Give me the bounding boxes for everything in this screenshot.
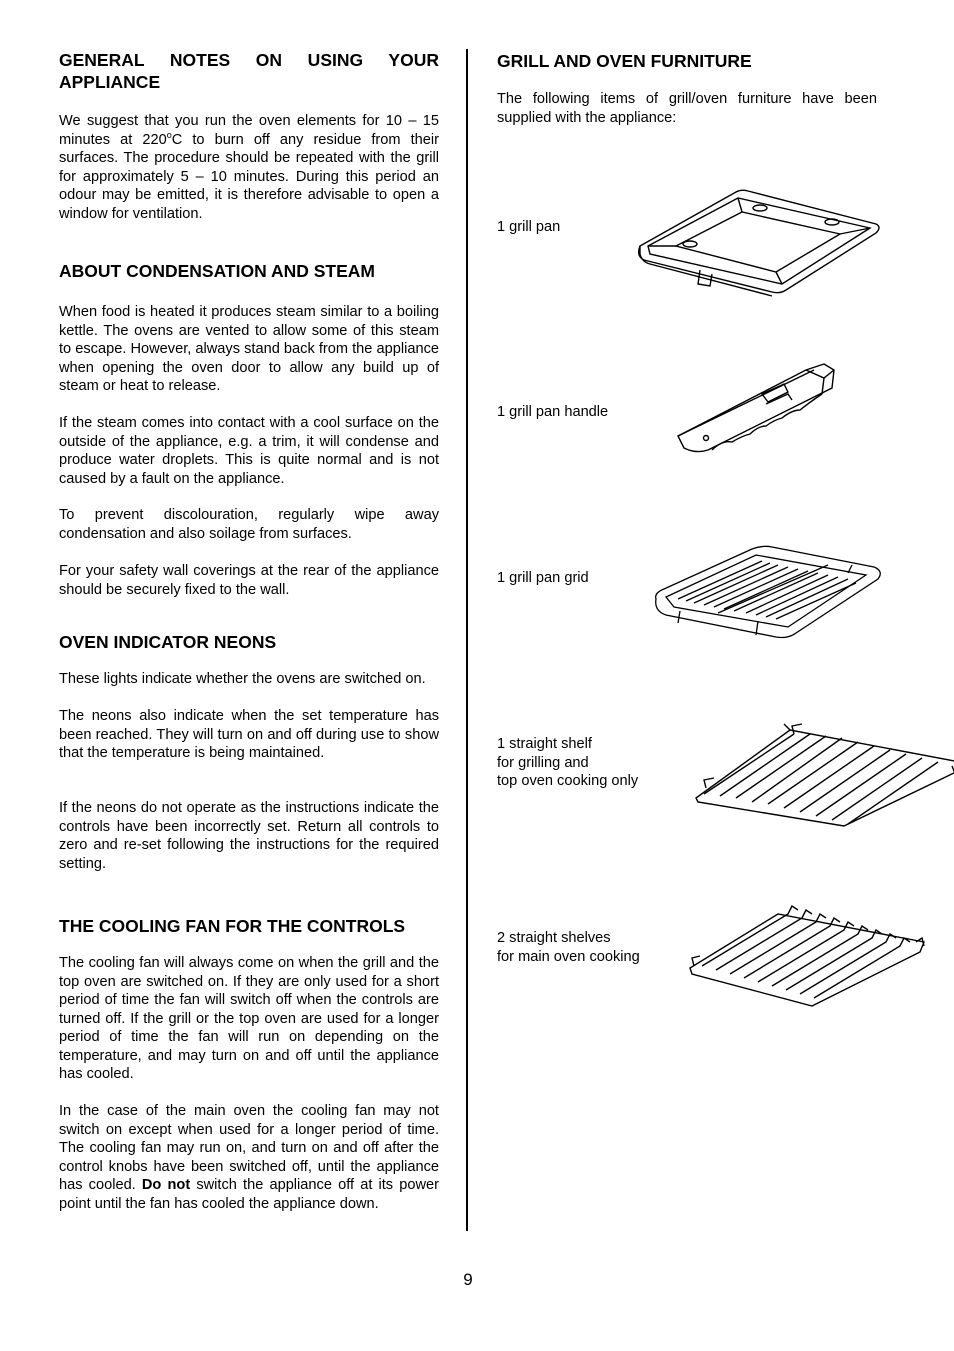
- bold-do-not: Do not: [141, 1177, 191, 1193]
- straight-shelves-icon: [688, 902, 928, 1010]
- grill-pan-icon: [636, 188, 884, 298]
- paragraph-cooling-fan-1: The cooling fan will always come on when the grill and the top oven are switched on. If they are only used for a short period of time the fan will switch off when the controls are turned off. If the grill or the top oven are used for a longer period of time the fan will run on depending on the temperature, and may turn on and off until the appliance has cooled.: [59, 955, 439, 1082]
- section-title-cooling-fan: THE COOLING FAN FOR THE CONTROLS: [59, 916, 406, 936]
- page-number: 9: [463, 1270, 473, 1289]
- paragraph-neons-3: If the neons do not operate as the instructions indicate the controls have been incorrectly set. Return all controls to zero and re-set following the instructions for the required setting.: [59, 800, 439, 872]
- grill-pan-handle-icon: [676, 360, 838, 456]
- section-title-furniture: GRILL AND OVEN FURNITURE: [497, 51, 752, 71]
- paragraph-condensation-2: If the steam comes into contact with a cool surface on the outside of the appliance, e.g. a trim, it will condense and produce water droplets. This is quite normal and is not caused by a fault on the appliance.: [59, 415, 439, 487]
- paragraph-general-notes: We suggest that you run the oven elements for 10 – 15 minutes at 220$^o$C to burn off any residue from their surfaces. The procedure should be repeated with the grill for approximately 5 – 10 minutes. During this period an odour may be emitted, it is therefore advisable to open a window for ventilation.: [59, 113, 439, 222]
- paragraph-neons-2: The neons also indicate when the set temperature has been reached. They will turn on and off during use to show that the temperature is being maintained.: [59, 708, 439, 761]
- label-grill-pan-grid: 1 grill pan grid: [497, 570, 589, 586]
- paragraph-furniture-intro: The following items of grill/oven furniture have been supplied with the appliance:: [497, 91, 877, 126]
- label-straight-shelf: 1 straight shelf for grilling and top oven cooking only: [497, 736, 639, 789]
- straight-shelf-icon: [694, 722, 954, 830]
- paragraph-condensation-1: When food is heated it produces steam similar to a boiling kettle. The ovens are vented to allow some of this steam to escape. However, always stand back from the appliance when opening the oven door to allow any build up of steam or heat to release.: [59, 304, 439, 394]
- paragraph-condensation-3: To prevent discolouration, regularly wipe away condensation and also soilage from surfaces.: [59, 507, 439, 542]
- grill-pan-grid-icon: [652, 543, 884, 641]
- label-grill-pan-handle: 1 grill pan handle: [497, 404, 609, 420]
- section-title-general-notes: GENERAL NOTES ON USING YOUR APPLIANCE: [59, 50, 439, 92]
- label-grill-pan: 1 grill pan: [497, 219, 561, 235]
- label-straight-shelves: 2 straight shelves for main oven cooking: [497, 930, 640, 965]
- section-title-neons: OVEN INDICATOR NEONS: [59, 632, 277, 652]
- column-divider: [466, 49, 468, 1231]
- paragraph-condensation-4: For your safety wall coverings at the rear of the appliance should be securely fixed to the wall.: [59, 563, 439, 598]
- section-title-condensation: ABOUT CONDENSATION AND STEAM: [59, 261, 375, 281]
- paragraph-neons-1: These lights indicate whether the ovens are switched on.: [59, 671, 426, 687]
- paragraph-cooling-fan-2: In the case of the main oven the cooling fan may not switch on except when used for a longer period of time. The cooling fan may run on, and turn on and off after the control knobs have been switched off, until the appliance has cooled. Do not switch the appliance off at its power point until the fan has cooled the appliance down.: [59, 1103, 440, 1212]
